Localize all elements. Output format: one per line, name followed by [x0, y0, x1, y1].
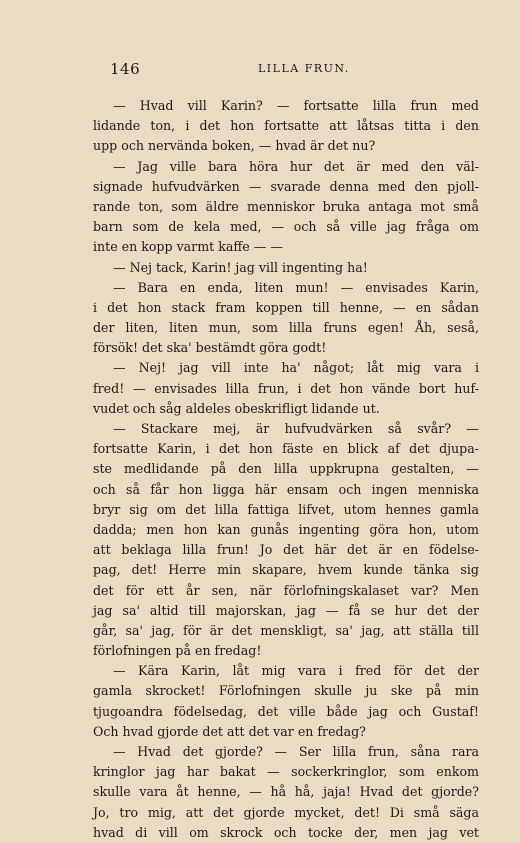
- text-line: kringlor jag har bakat — sockerkringlor, som enkom: [93, 764, 479, 780]
- page-number: 146: [110, 60, 141, 78]
- text-line: — Bara en enda, liten mun! — envisades Karin,: [113, 279, 479, 295]
- text-line: tjugoandra födelsedag, det ville både jag och Gustaf!: [93, 703, 479, 719]
- text-line: dadda; men hon kan gunås ingenting göra hon, utom: [93, 521, 479, 537]
- text-line: — Hvad det gjorde? — Ser lilla frun, såna rara: [113, 744, 479, 759]
- text-line: Och hvad gjorde det att det var en fredag?: [93, 723, 366, 739]
- text-line: inte en kopp varmt kaffe — —: [93, 239, 283, 255]
- text-line: signade hufvudvärken — svarade denna med den pjoll-: [93, 178, 479, 194]
- text-line: upp och nervända boken, — hvad är det nu?: [93, 138, 376, 154]
- body-text: [93, 96, 479, 843]
- text-line: gamla skrocket! Förlofningen skulle ju ske på min: [93, 683, 479, 699]
- running-head: LILLA FRUN.: [258, 62, 350, 75]
- text-line: — Jag ville bara höra hur det är med den väl-: [113, 158, 479, 174]
- text-line: — Nej tack, Karin! jag vill ingenting ha!: [113, 259, 368, 275]
- text-line: — Stackare mej, är hufvudvärken så svår? —: [113, 421, 479, 436]
- text-line: hvad di vill om skrock och tocke der, men jag vet: [93, 824, 479, 840]
- text-line: ste medlidande på den lilla uppkrupna gestalten, —: [93, 461, 479, 477]
- text-line: pag, det! Herre min skapare, hvem kunde tänka sig: [93, 562, 479, 578]
- text-line: försök! det ska' bestämdt göra godt!: [93, 340, 327, 356]
- text-line: förlofningen på en fredag!: [93, 643, 262, 659]
- text-line: barn som de kela med, — och så ville jag fråga om: [93, 219, 479, 235]
- text-line: fortsatte Karin, i det hon fäste en blick af det djupa-: [93, 441, 479, 457]
- text-line: fred! — envisades lilla frun, i det hon vände bort huf-: [93, 380, 479, 396]
- text-line: lidande ton, i det hon fortsatte att låtsas titta i den: [93, 118, 479, 134]
- text-line: att beklaga lilla frun! Jo det här det är en födelse-: [93, 542, 479, 558]
- text-line: skulle vara åt henne, — hå hå, jaja! Hvad det gjorde?: [93, 784, 479, 800]
- text-line: jag sa' altid till majorskan, jag — få se hur det der: [93, 602, 479, 618]
- text-line: — Nej! jag vill inte ha' något; låt mig vara i: [113, 360, 479, 376]
- text-line: vudet och såg aldeles obeskrifligt lidande ut.: [93, 400, 380, 416]
- text-line: i det hon stack fram koppen till henne, — en sådan: [93, 299, 479, 315]
- text-line: det för ett år sen, när förlofningskalaset var? Men: [93, 582, 479, 598]
- text-line: rande ton, som äldre menniskor bruka antaga mot små: [93, 198, 479, 214]
- text-line: och så får hon ligga här ensam och ingen menniska: [93, 481, 479, 497]
- text-line: der liten, liten mun, som lilla fruns egen! Åh, seså,: [93, 320, 479, 336]
- page-header: [110, 60, 440, 82]
- text-line: — Hvad vill Karin? — fortsatte lilla frun med: [113, 98, 479, 113]
- text-line: Jo, tro mig, att det gjorde mycket, det! Di små säga: [93, 804, 479, 820]
- text-line: — Kära Karin, låt mig vara i fred för det der: [113, 663, 479, 679]
- text-line: bryr sig om det lilla fattiga lifvet, utom hennes gamla: [93, 501, 479, 517]
- text-line: går, sa' jag, för är det menskligt, sa' jag, att ställa till: [93, 622, 479, 638]
